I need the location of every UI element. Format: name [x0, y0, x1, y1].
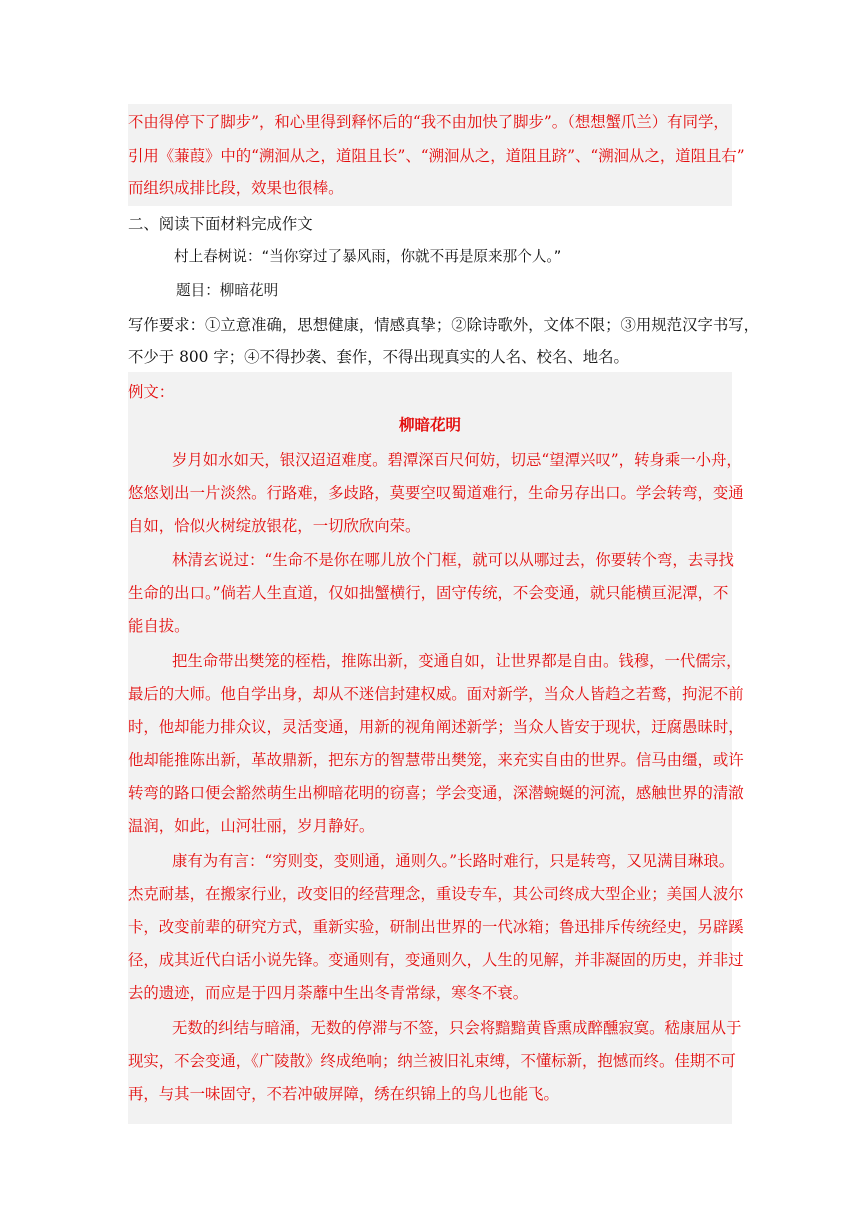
- essay-line: 径，成其近代白话小说先锋。变通则有，变通则久，人生的见解，并非凝固的历史，并非过: [128, 951, 744, 969]
- section-2: [128, 206, 760, 370]
- essay-line: 现实，不会变通，《广陵散》终成绝响；纳兰被旧礼束缚，不懂标新，抱憾而终。佳期不可: [128, 1052, 736, 1070]
- essay-line: 再，与其一味固守，不若冲破屏障，绣在织锦上的鸟儿也能飞。: [128, 1085, 559, 1103]
- essay-line: 自如，恰似火树绽放银花，一切欣欣向荣。: [128, 517, 421, 535]
- essay-line: 生命的出口。”倘若人生直道，仅如拙蟹横行，固守传统，不会变通，就只能横亘泥潭，不: [128, 584, 729, 602]
- essay-line: 温润，如此，山河壮丽，岁月静好。: [128, 817, 375, 835]
- essay-line: 最后的大师。他自学出身，却从不迷信封建权威。面对新学，当众人皆趋之若鹜，拘泥不前: [128, 685, 744, 703]
- intro-block: [128, 104, 745, 206]
- requirement-line: 不少于 800 字；④不得抄袭、套作，不得出现真实的人名、校名、地名。: [128, 348, 629, 366]
- essay-topic: 题目：柳暗花明: [176, 282, 279, 299]
- essay-title: 柳暗花明: [398, 415, 461, 434]
- essay-line: 岁月如水如天，银汉迢迢难度。碧潭深百尺何妨，切忌“望潭兴叹”，转身乘一小舟，: [172, 451, 742, 469]
- essay-line: 转弯的路口便会豁然萌生出柳暗花明的窃喜；学会变通，深潜蜿蜒的河流，感触世界的清澈: [128, 784, 744, 802]
- essay-block: [128, 372, 744, 1124]
- essay-line: 把生命带出樊笼的桎梏，推陈出新，变通自如，让世界都是自由。钱穆，一代儒宗，: [172, 652, 742, 670]
- essay-label: 例文：: [128, 383, 175, 401]
- intro-line: 而组织成排比段，效果也很棒。: [128, 179, 344, 197]
- essay-line: 时，他却能力排众议，灵活变通，用新的视角阐述新学；当众人皆安于现状，迂腐愚昧时，: [128, 718, 744, 736]
- essay-line: 能自拔。: [128, 617, 190, 635]
- essay-line: 悠悠划出一片淡然。行路难，多歧路，莫要空叹蜀道难行，生命另存出口。学会转弯，变通: [128, 484, 744, 502]
- essay-line: 卡，改变前辈的研究方式，重新实验，研制出世界的一代冰箱；鲁迅排斥传统经史，另辟蹊: [128, 918, 744, 936]
- intro-line: 不由得停下了脚步”，和心里得到释怀后的“我不由加快了脚步”。（想想蟹爪兰）有同学，: [128, 113, 729, 131]
- essay-line: 康有为有言：“穷则变，变则通，通则久。”长路时难行，只是转弯，又见满目琳琅。: [172, 852, 735, 870]
- essay-line: 林清玄说过：“生命不是你在哪儿放个门框，就可以从哪过去，你要转个弯，去寻找: [172, 551, 734, 569]
- essay-line: 无数的纠结与暗涌，无数的停滞与不签，只会将黯黯黄昏熏成醉醺寂寞。嵇康屈从于: [172, 1019, 742, 1037]
- section-heading: 二、阅读下面材料完成作文: [128, 215, 313, 233]
- essay-line: 去的遗迹，而应是于四月荼蘼中生出冬青常绿，寒冬不衰。: [128, 984, 529, 1002]
- intro-line: 引用《蒹葭》中的“溯洄从之，道阻且长”、“溯洄从之，道阻且跻”、“溯洄从之，道阻且右”: [128, 147, 745, 165]
- requirement-line: 写作要求：①立意准确，思想健康，情感真挚；②除诗歌外，文体不限；③用规范汉字书写，: [128, 316, 760, 334]
- essay-line: 杰克耐基，在搬家行业，改变旧的经营理念，重设专车，其公司终成大型企业；美国人波尔: [128, 885, 744, 903]
- material-quote: 村上春树说：“当你穿过了暴风雨，你就不再是原来那个人。”: [174, 248, 562, 265]
- essay-line: 他却能推陈出新，革故鼎新，把东方的智慧带出樊笼，来充实自由的世界。信马由缰，或许: [128, 751, 744, 769]
